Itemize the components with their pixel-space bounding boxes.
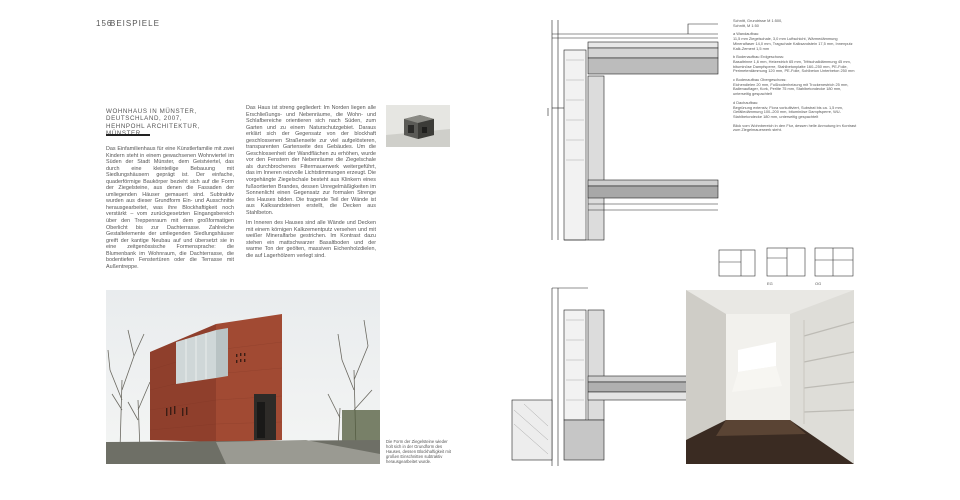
exterior-photo-caption: Die Form der Ziegelsteine wieder holt sich in der Grundform des Hauses, dessen Blockhaftigkeit mit großen Einschnitten subtraktiv herausgearbeitet wurde. — [386, 439, 451, 464]
project-heading-line: WOHNHAUS IN MÜNSTER, — [106, 108, 197, 115]
paragraph: Das Haus ist streng gegliedert: Im Norden liegen alle Erschließungs- und Nebenräume, die Wohn- und Schlafbereiche orientieren sich nach Süden, zum Garten und zu einem Naturschutzgebiet. Daraus erklärt sich der Gegensatz von der blockhaft geschlossenen Straßenseite zur viel aufgelösteren, transparenten Gartenseite des Gebäudes. Um die Geschlossenheit der Wandflächen zu erhöhen, wurde vor den Fenstern der Nebenräume die Ziegelschale als durchbrochenes Filtermauerwerk weitergeführt, das im Inneren reizvolle Lichtstimmungen erzeugt. Die vorgehängte Ziegelschale besteht aus Klinkern eines fußsortierten Brandes, dessen Unregelmäßigkeiten im Sonnenlicht einen Gegensatz zur formalen Strenge des Hauses bilden. Die tragende Teil der Wände ist aus Kalksandsteinen erstellt, die Decken aus Stahlbeton. — [246, 105, 376, 216]
project-heading-line: DEUTSCHLAND, 2007, — [106, 115, 183, 123]
legend-item-body: Begrünung extensiv, Flora vorkultiviert, Substrat bis ca. 1,5 mm, Gefälledämmung 100–200 mm, bituminöse Dampfsperre, WU-Stahlbetondecke 180 mm, unterseitig gespachtelt — [733, 104, 843, 119]
drawing-legend — [733, 19, 857, 137]
legend-item-title: a Wandaufbau: — [733, 31, 760, 37]
exterior-house-photo — [106, 290, 380, 464]
interior-photo — [686, 290, 854, 464]
legend-item-body: Basaltrinne 1,6 mm, Heizestrich 65 mm, Trittschalldämmung 45 mm, bituminöse Dampfsperre, Stahlbetonplatte 160–250 mm, PE-Folie, Perimeterdämmung 120 mm, PE-Folie, Sohlbeton Unterbeton 250 mm — [733, 58, 855, 74]
legend-item-title: c Bodenaufbau Obergeschoss: — [733, 77, 787, 83]
legend-item-title: b Bodenaufbau Erdgeschoss: — [733, 54, 785, 60]
legend-note: Blick vom Wohnbereich in den Flur, dessen helle Anmutung im Kontrast zum Ziegelmauerwerk steht. — [733, 122, 857, 133]
legend-item-title: d Dachaufbau: — [733, 99, 759, 105]
floor-plans — [717, 244, 857, 288]
model-photo — [386, 105, 450, 147]
legend-line: Schnitt, M 1:50 — [733, 22, 759, 28]
legend-item-body: 11,5 mm Ziegelschale, 3,0 mm Luftschicht, Wärmedämmung Mineralfaser 14,0 mm, Tragschale Kalksandstein 17,5 mm, Innenputz Kalk-Zement 1,5 mm — [733, 36, 853, 51]
body-text-column-2 — [246, 105, 376, 260]
body-text-column-1 — [106, 146, 234, 270]
project-heading — [106, 108, 226, 137]
plan-label-eg: EG — [767, 281, 773, 286]
legend-item-body: Eichendielen 20 mm, Fußbodenheizung mit Trockenestrich 25 mm, Ballenauflager, Kork, Perlite 75 mm, Stahlbetondecke 180 mm, unterseitig gespachtelt — [733, 81, 849, 97]
page-number: 156 — [96, 19, 113, 28]
section-title: BEISPIELE — [110, 19, 160, 28]
legend-line: Schnitt, Grundrisse M 1:500, — [733, 18, 783, 23]
paragraph: Im Inneren des Hauses sind alle Wände und Decken mit einem körnigen Kalkzementputz versehen und mit weißer Mineralfarbe gestrichen. Im Kontrast dazu stehen ein mattschwarzer Basaltboden und der warme Ton der geölten, massiven Eichenholzdielen, die auf Lagerhölzern verlegt sind. — [246, 220, 376, 260]
plan-label-og: OG — [815, 281, 822, 286]
project-heading-line: HEHNPOHL ARCHITEKTUR, — [106, 122, 200, 130]
heading-rule — [106, 134, 150, 136]
paragraph: Das Einfamilienhaus für eine Künstlerfamilie mit zwei Kindern steht in einem gewachsenen Wohnviertel im Süden der Stadt Münster, dem Geistviertel, das durch eine kleinteilige Bebauung mit Siedlungshäusern geprägt ist. Der einfache, quaderförmige Baukörper bezieht sich auf die Form der Ziegelsteine, aus denen die Fassaden der umliegenden Häuser gemauert sind. Subtraktiv wurden aus dieser Grundform Ein- und Ausschnitte herausgearbeitet, was ihre Blockhaftigkeit noch verstärkt – vom zurückgesetzten Eingangsbereich über den Treppenraum mit dem großformatigen Oberlicht bis zur Dachterrasse. Zahlreiche Gestaltelemente der umliegenden Siedlungshäuser greift der kantige Neubau auf und übersetzt sie in eine zeitgenössische Formensprache: die Blumenbank im Wohnraum, die Dachterrasse, die bodentiefen Fenstertüren oder die Terrasse mit Außentreppe. — [106, 146, 234, 270]
